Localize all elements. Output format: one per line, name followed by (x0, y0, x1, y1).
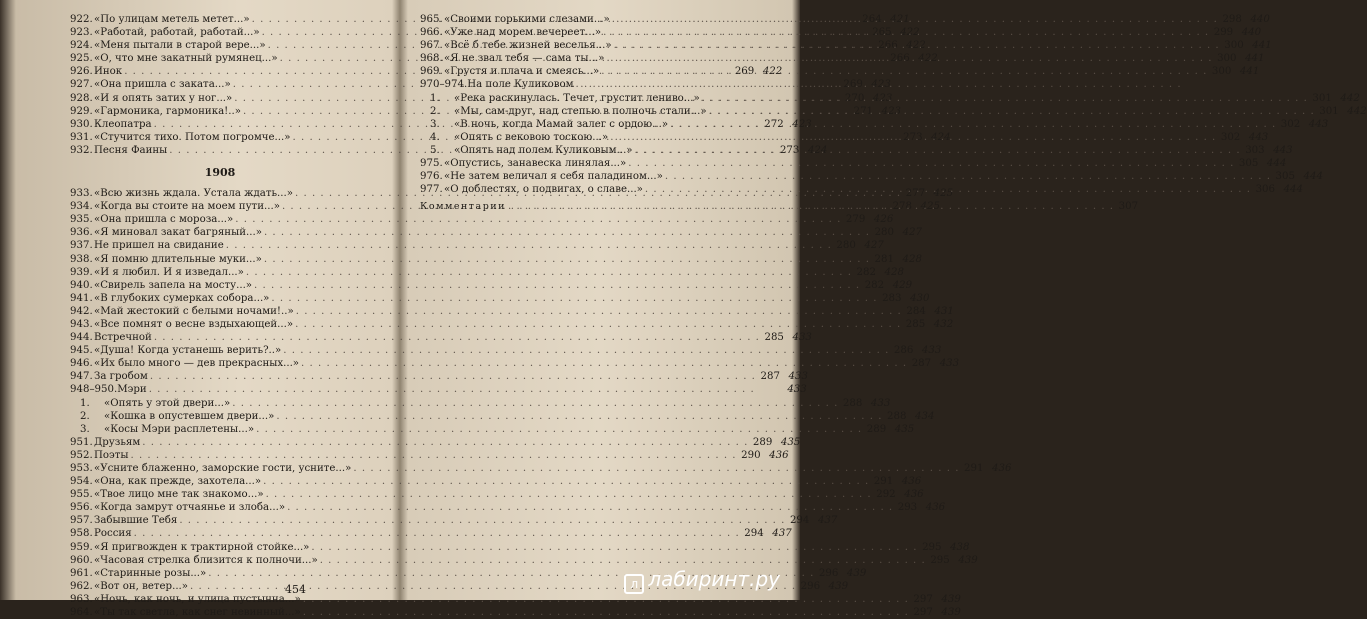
leader-dots (601, 65, 1207, 78)
entry-number: 976. (420, 171, 443, 183)
comment-page-ref: 435 (780, 436, 801, 448)
comment-page-ref: 434 (915, 410, 935, 422)
comment-page-ref: 428 (884, 266, 904, 278)
entry-number: 966. (420, 27, 443, 39)
entry-number: 960. (70, 554, 93, 566)
leader-dots (508, 200, 1114, 213)
entry-number: 925. (70, 53, 93, 65)
comment-page-ref: 433 (870, 397, 891, 409)
page-ref: 285 (905, 318, 926, 330)
comment-page-ref: 443 (1308, 118, 1329, 130)
page-ref: 297 (913, 593, 933, 605)
entry-number: 923. (70, 27, 93, 39)
entry-number: 954. (70, 476, 93, 488)
comment-page-ref: 421 (890, 14, 910, 25)
toc-entry (70, 279, 913, 292)
leader-dots (635, 144, 1241, 157)
entry-title: «Мы, сам-друг, над степью в полночь стали...» (454, 105, 707, 117)
toc-entry (70, 383, 807, 396)
comment-page-ref: 422 (762, 66, 783, 78)
toc-entry (420, 157, 1287, 170)
entry-title: Забывшие Тебя (94, 515, 178, 527)
comment-page-ref: 424 (931, 131, 951, 143)
comment-page-ref: 441 (1252, 40, 1272, 52)
comment-page-ref: 423 (872, 92, 893, 104)
entry-number: 953. (70, 463, 93, 474)
comment-page-ref: 435 (894, 423, 915, 435)
entry-title: «Своими горькими слезами...» (444, 14, 610, 25)
comment-page-ref: 426 (873, 214, 894, 226)
toc-entry (70, 527, 792, 540)
comment-page-ref: 424 (807, 144, 828, 156)
page-ref: 300 (1224, 40, 1244, 52)
comment-page-ref: 439 (941, 593, 961, 605)
entry-number: 922. (70, 14, 93, 25)
comment-page-ref: 430 (910, 292, 930, 304)
page-ref: 306 (1255, 184, 1276, 196)
comment-page-ref: 437 (772, 528, 792, 540)
entry-title: «Все помнят о весне вздыхающей...» (94, 318, 294, 330)
entry-number: 934. (70, 201, 93, 213)
entry-title: «О доблестях, о подвигах, о славе...» (444, 184, 643, 196)
entry-number: 956. (70, 502, 93, 514)
entry-title: «И я любил. И я изведал...» (94, 266, 244, 278)
entry-number: 936. (70, 227, 93, 239)
leader-dots (665, 170, 1271, 183)
toc-entry (70, 331, 812, 344)
comment-page-ref: 439 (828, 580, 849, 592)
entry-title: «Уже над морем вечереет...» (444, 27, 602, 39)
entry-title: «Гармоника, гармоника!..» (94, 105, 241, 117)
page-ref: 305 (1238, 158, 1259, 170)
leader-dots (614, 39, 1220, 52)
page-ref: 305 (1275, 171, 1295, 183)
entry-title: «Она, как прежде, захотела...» (94, 476, 262, 488)
entry-number: 961. (70, 567, 93, 579)
page-ref: 284 (906, 305, 926, 317)
entry-number: 940. (70, 279, 93, 291)
entry-title: «В ночь, когда Мамай залег с ордою...» (454, 118, 669, 130)
entry-number: 928. (70, 92, 93, 104)
comment-page-ref: 422 (906, 40, 926, 52)
page-ref: 289 (866, 423, 887, 435)
comment-page-ref: 444 (1283, 184, 1304, 196)
comment-page-ref: 443 (1248, 131, 1269, 143)
comment-page-ref: 427 (864, 240, 884, 252)
page-ref: 269 (734, 66, 755, 78)
entry-title: «Твое лицо мне так знакомо...» (94, 489, 264, 501)
comment-page-ref: 439 (846, 567, 867, 579)
entry-title: «Река раскинулась. Течет, грустит лениво...» (454, 92, 700, 104)
comment-page-ref: 442 (1340, 92, 1360, 104)
toc-entry (70, 239, 884, 252)
comment-page-ref: 423 (792, 118, 812, 130)
entry-title: «Всё б тебе жизней веселья...» (444, 40, 612, 52)
page-ref: 307 (1118, 201, 1139, 213)
entry-number: 943. (70, 318, 93, 330)
entry-title: Поэты (94, 449, 129, 461)
toc-entry (70, 410, 935, 423)
entry-number: 963. (70, 593, 93, 605)
entry-number: 968. (420, 53, 443, 65)
entry-number: 962. (70, 580, 93, 592)
entry-number: 935. (70, 214, 93, 226)
entry-title: Клеопатра (94, 118, 152, 130)
entry-title: Мэри (117, 384, 147, 396)
comment-page-ref: 440 (1241, 27, 1262, 39)
watermark-text: лабиринт.ру (648, 567, 780, 591)
entry-number: 947. (70, 371, 93, 383)
entry-title: «Она пришла с мороза...» (94, 214, 234, 226)
entry-title: «Не затем величал я себя паладином...» (444, 171, 663, 183)
toc-entry (70, 554, 978, 567)
leader-dots (576, 78, 1182, 91)
page-ref: 286 (893, 345, 914, 357)
page-ref: 277 (905, 188, 926, 200)
comment-page-ref: 427 (902, 227, 923, 239)
page-ref: 302 (1280, 118, 1301, 130)
page-ref: 279 (845, 214, 866, 226)
entry-number: 967. (420, 40, 443, 52)
toc-entry (70, 292, 930, 305)
entry-title: «Косы Мэри расплетены...» (104, 423, 255, 435)
entry-title: «В глубоких сумерках собора...» (94, 292, 270, 304)
comment-page-ref: 423 (881, 105, 902, 117)
entry-title: «Старинные розы...» (94, 567, 207, 579)
page-ref: 269 (843, 79, 863, 91)
labirint-logo-icon: л (624, 574, 644, 594)
entry-title: «Я помню длительные муки...» (94, 253, 262, 265)
page-ref: 283 (882, 292, 902, 304)
entry-number: 959. (70, 541, 93, 553)
entry-title: «Душа! Когда устанешь верить?..» (94, 345, 282, 357)
entry-title: На поле Куликовом (467, 79, 574, 91)
toc-entry (70, 449, 789, 462)
page-ref: 273 (903, 131, 923, 143)
comment-page-ref: 437 (817, 515, 838, 527)
entry-title: «Я не звал тебя — сама ты...» (444, 53, 605, 65)
page-ref: 295 (930, 554, 950, 566)
entry-number: 964. (70, 607, 93, 619)
comment-page-ref: 444 (1303, 171, 1323, 183)
commentary-title: Комментарии (420, 201, 506, 213)
comment-page-ref: 442 (1347, 105, 1367, 117)
toc-entry (70, 580, 849, 593)
page-ref: 282 (864, 279, 885, 291)
entry-number: 2. (80, 410, 90, 422)
entry-number: 938. (70, 253, 93, 265)
entry-number: 951. (70, 436, 93, 448)
entry-number: 939. (70, 266, 93, 278)
toc-entry (70, 266, 904, 279)
entry-number: 965. (420, 14, 443, 25)
page-ref: 296 (800, 580, 821, 592)
entry-number: 933. (70, 188, 93, 200)
comment-page-ref: 436 (769, 449, 789, 461)
entry-title: «И я опять затих у ног...» (94, 92, 233, 104)
page-number: 454 (285, 583, 306, 596)
comment-page-ref: 439 (958, 554, 978, 566)
leader-dots (670, 118, 1276, 131)
entry-title: «Свирель запела на мосту...» (94, 279, 253, 291)
page-ref: 297 (913, 607, 933, 619)
entry-title: «Грустя и плача и смеясь...» (444, 66, 600, 78)
entry-number: 937. (70, 240, 93, 252)
entry-number: 944. (70, 332, 93, 344)
entry-number: 4. (430, 131, 440, 143)
toc-entry (70, 253, 922, 266)
leader-dots (610, 131, 1216, 144)
leader-dots (709, 105, 1315, 118)
entry-number: 952. (70, 449, 93, 461)
page-ref: 291 (964, 463, 984, 474)
page-ref: 295 (922, 541, 942, 553)
entry-title: Не пришел на свидание (94, 240, 224, 252)
page-ref: 278 (892, 201, 913, 213)
page-ref: 300 (1217, 53, 1237, 65)
page-ref: 265 (872, 27, 892, 39)
entry-number: 929. (70, 105, 93, 117)
page-ref: 301 (1319, 105, 1339, 117)
comment-page-ref: 441 (1245, 53, 1265, 65)
toc-entry (70, 397, 891, 410)
comment-page-ref: 432 (933, 318, 954, 330)
toc-entry (420, 78, 730, 91)
page-ref: 303 (1245, 144, 1265, 156)
page-ref: 266 (878, 40, 898, 52)
entry-number: 958. (70, 528, 93, 540)
entry-title: Песня Фаины (94, 144, 168, 156)
comment-page-ref: 425 (933, 188, 954, 200)
page-ref: 294 (789, 515, 810, 527)
page-ref: 266 (890, 53, 910, 65)
comment-page-ref: 422 (900, 27, 920, 39)
entry-title: «Кошка в опустевшем двери...» (104, 410, 275, 422)
comment-page-ref: 433 (792, 332, 812, 344)
entry-title: «Опустись, занавеска линялая...» (444, 158, 627, 170)
toc-entry (70, 226, 923, 239)
entry-number: 942. (70, 305, 93, 317)
entry-title: «Опять над полем Куликовым...» (454, 144, 633, 156)
entry-title: «Она пришла с заката...» (94, 79, 231, 91)
comment-page-ref: 441 (1239, 66, 1260, 78)
toc-entry (70, 423, 915, 436)
entry-title: Встречной (94, 332, 152, 344)
leader-dots (603, 26, 1209, 39)
entry-title: «Их было много — дев прекрасных...» (94, 358, 300, 370)
entry-title: «Меня пытали в старой вере...» (94, 40, 266, 52)
comment-page-ref: 423 (871, 79, 891, 91)
entry-title: Россия (94, 528, 132, 540)
entry-number: 941. (70, 292, 93, 304)
page-ref: 288 (887, 410, 907, 422)
entry-title: За гробом (94, 371, 148, 383)
leader-dots (645, 183, 1251, 196)
page-ref: 280 (836, 240, 856, 252)
entry-number: 2. (430, 105, 440, 117)
page-ref: 300 (1211, 66, 1232, 78)
page-ref: 287 (760, 371, 780, 383)
comment-page-ref: 444 (1266, 158, 1287, 170)
page-ref: 302 (1220, 131, 1241, 143)
page-ref: 285 (764, 332, 784, 344)
page-ref: 287 (911, 358, 932, 370)
year-heading: 1908 (204, 166, 236, 180)
entry-title: «Всю жизнь ждала. Устала ждать...» (94, 188, 293, 200)
toc-entry (70, 370, 808, 383)
entry-number: 948–950. (70, 384, 118, 396)
comment-page-ref: 431 (934, 305, 954, 317)
toc-entry (70, 344, 942, 357)
entry-number: 946. (70, 358, 93, 370)
toc-entry (70, 357, 960, 370)
entry-number: 927. (70, 79, 93, 91)
page-ref: 281 (874, 253, 894, 265)
toc-entry (70, 213, 894, 226)
entry-title: «Я миновал закат багряный...» (94, 227, 262, 239)
entry-title: «Усните блаженно, заморские гости, усните...» (94, 463, 352, 474)
toc-entry (420, 170, 1323, 183)
entry-title: «Я пригвожден к трактирной стойке...» (94, 541, 310, 553)
entry-number: 3. (430, 118, 440, 130)
entry-number: 955. (70, 489, 93, 501)
page-ref: 293 (897, 502, 918, 514)
entry-number: 3. (80, 423, 90, 435)
entry-title: «Вот он, ветер...» (94, 580, 189, 592)
entry-number: 926. (70, 66, 93, 78)
comment-page-ref: 422 (918, 53, 938, 65)
entry-number: 945. (70, 345, 93, 357)
toc-entry (70, 305, 954, 318)
page-ref: 294 (744, 528, 764, 540)
page-ref: 296 (818, 567, 839, 579)
toc-entry (70, 318, 954, 331)
comment-page-ref: 433 (788, 371, 808, 383)
entry-title: Друзьям (94, 436, 141, 448)
toc-entry (70, 475, 922, 488)
page-ref: 282 (856, 266, 876, 278)
toc-entry (70, 606, 961, 619)
page-ref: 264 (862, 14, 882, 25)
entry-number: 975. (420, 158, 443, 170)
entry-number: 969. (420, 66, 443, 78)
comment-page-ref: 436 (904, 489, 924, 501)
toc-entry (70, 501, 946, 514)
leader-dots (628, 157, 1234, 170)
entry-number: 924. (70, 40, 93, 52)
comment-page-ref: 440 (1250, 14, 1270, 25)
page-ref: 272 (764, 118, 784, 130)
page-ref: 290 (741, 449, 761, 461)
toc-entry (70, 462, 1012, 475)
entry-title: «Опять у этой двери...» (104, 397, 231, 409)
comment-page-ref: 425 (920, 201, 941, 213)
entry-title: Инок (94, 66, 123, 78)
page-ref: 292 (876, 489, 896, 501)
entry-title: «О, что мне закатный румянец...» (94, 53, 278, 65)
leader-dots (606, 52, 1212, 65)
comment-page-ref: 436 (925, 502, 946, 514)
toc-entry (70, 541, 970, 554)
comment-page-ref: 436 (992, 463, 1012, 474)
entry-number: 1. (80, 397, 90, 409)
toc-entry (70, 593, 961, 606)
comment-page-ref: 433 (939, 358, 960, 370)
entry-title: «По улицам метель метет...» (94, 14, 250, 25)
toc-entry (70, 436, 801, 449)
page-ref: 298 (1222, 14, 1242, 25)
comment-page-ref: 433 (921, 345, 942, 357)
entry-title: «Когда вы стоите на моем пути...» (94, 201, 280, 213)
entry-number: 977. (420, 184, 443, 196)
page-ref: 289 (752, 436, 773, 448)
toc-entry (70, 514, 838, 527)
leader-dots (702, 92, 1308, 105)
page-ref: 288 (842, 397, 863, 409)
page-ref: 271 (853, 105, 874, 117)
comment-page-ref: 439 (941, 607, 961, 619)
entry-title: «Ночь, как ночь, и улица пустынна...» (94, 593, 301, 605)
entry-title: «Стучится тихо. Потом погромче...» (94, 131, 291, 143)
page-ref: 301 (1312, 92, 1332, 104)
entry-title: «Ты так светла, как снег невинный...» (94, 607, 301, 619)
entry-number: 1. (430, 92, 440, 104)
leader-dots (303, 606, 909, 619)
entry-number: 932. (70, 144, 93, 156)
toc-entry (70, 488, 924, 501)
entry-title: «Когда замрут отчаянье и злоба...» (94, 502, 286, 514)
entry-title: «Часовая стрелка близится к полночи...» (94, 554, 318, 566)
comment-page-ref: 433 (787, 384, 807, 396)
comment-page-ref: 429 (892, 279, 913, 291)
entry-number: 930. (70, 118, 93, 130)
comment-page-ref: 436 (901, 476, 922, 488)
entry-title: «Опять с вековою тоскою...» (454, 131, 609, 143)
entry-number: 970–974. (420, 79, 468, 91)
entry-number: 931. (70, 131, 93, 143)
page-ref: 299 (1213, 27, 1234, 39)
entry-title: «Май жестокий с белыми ночами!..» (94, 305, 294, 317)
watermark (624, 567, 780, 594)
entry-number: 957. (70, 515, 93, 527)
page-ref: 291 (873, 476, 894, 488)
comment-page-ref: 443 (1273, 144, 1293, 156)
comment-page-ref: 428 (902, 253, 922, 265)
entry-number: 5. (430, 144, 440, 156)
page-ref: 270 (844, 92, 865, 104)
page-ref: 280 (874, 227, 895, 239)
comment-page-ref: 438 (950, 541, 970, 553)
entry-title: «Работай, работай, работай...» (94, 27, 260, 39)
leader-dots (612, 13, 1218, 26)
page-ref: 273 (779, 144, 800, 156)
